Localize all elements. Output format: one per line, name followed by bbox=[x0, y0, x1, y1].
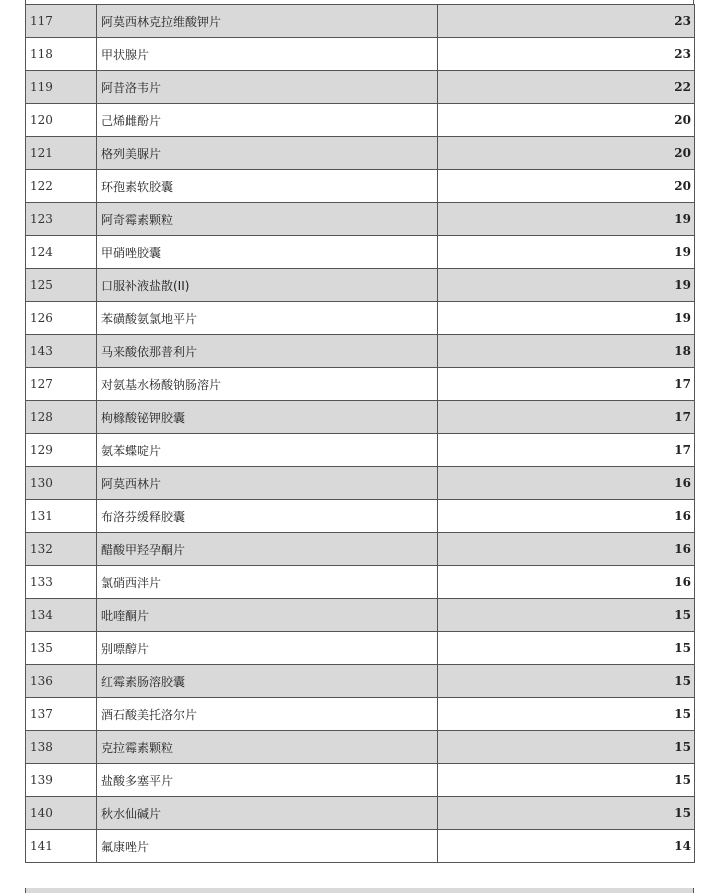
table-row bbox=[26, 401, 695, 434]
table-row bbox=[26, 533, 695, 566]
row-id-cell: 123 bbox=[26, 203, 97, 236]
drug-name-cell: 对氨基水杨酸钠肠溶片 bbox=[97, 368, 438, 401]
drug-name-cell: 酒石酸美托洛尔片 bbox=[97, 698, 438, 731]
table-row bbox=[26, 764, 695, 797]
count-cell: 15 bbox=[438, 797, 695, 830]
drug-name-cell: 阿奇霉素颗粒 bbox=[97, 203, 438, 236]
row-id-cell: 122 bbox=[26, 170, 97, 203]
row-id-cell: 126 bbox=[26, 302, 97, 335]
count-cell: 17 bbox=[438, 434, 695, 467]
row-id-cell: 137 bbox=[26, 698, 97, 731]
row-id-cell: 120 bbox=[26, 104, 97, 137]
row-id-cell: 133 bbox=[26, 566, 97, 599]
drug-ranking-table-container bbox=[25, 4, 694, 863]
table-row bbox=[26, 368, 695, 401]
drug-name-cell: 醋酸甲羟孕酮片 bbox=[97, 533, 438, 566]
table-next-row-edge bbox=[25, 888, 694, 893]
count-cell: 16 bbox=[438, 533, 695, 566]
drug-name-cell: 口服补液盐散(II) bbox=[97, 269, 438, 302]
drug-name-cell: 克拉霉素颗粒 bbox=[97, 731, 438, 764]
drug-name-cell: 布洛芬缓释胶囊 bbox=[97, 500, 438, 533]
count-cell: 15 bbox=[438, 632, 695, 665]
row-id-cell: 127 bbox=[26, 368, 97, 401]
count-cell: 17 bbox=[438, 368, 695, 401]
row-id-cell: 130 bbox=[26, 467, 97, 500]
table-row bbox=[26, 566, 695, 599]
drug-name-cell: 马来酸依那普利片 bbox=[97, 335, 438, 368]
drug-name-cell: 吡喹酮片 bbox=[97, 599, 438, 632]
row-id-cell: 124 bbox=[26, 236, 97, 269]
count-cell: 18 bbox=[438, 335, 695, 368]
table-row bbox=[26, 797, 695, 830]
table-row bbox=[26, 335, 695, 368]
drug-name-cell: 苯磺酸氨氯地平片 bbox=[97, 302, 438, 335]
row-id-cell: 121 bbox=[26, 137, 97, 170]
table-row bbox=[26, 632, 695, 665]
count-cell: 19 bbox=[438, 203, 695, 236]
drug-name-cell: 甲状腺片 bbox=[97, 38, 438, 71]
count-cell: 19 bbox=[438, 269, 695, 302]
count-cell: 20 bbox=[438, 170, 695, 203]
table-row bbox=[26, 698, 695, 731]
drug-name-cell: 秋水仙碱片 bbox=[97, 797, 438, 830]
drug-name-cell: 阿莫西林片 bbox=[97, 467, 438, 500]
drug-name-cell: 格列美脲片 bbox=[97, 137, 438, 170]
row-id-cell: 136 bbox=[26, 665, 97, 698]
row-id-cell: 140 bbox=[26, 797, 97, 830]
table-row bbox=[26, 71, 695, 104]
count-cell: 20 bbox=[438, 104, 695, 137]
table-row bbox=[26, 302, 695, 335]
table-row bbox=[26, 38, 695, 71]
table-row bbox=[26, 236, 695, 269]
row-id-cell: 143 bbox=[26, 335, 97, 368]
table-row bbox=[26, 203, 695, 236]
table-body bbox=[26, 5, 695, 863]
table-row bbox=[26, 467, 695, 500]
table-row bbox=[26, 434, 695, 467]
drug-name-cell: 环孢素软胶囊 bbox=[97, 170, 438, 203]
count-cell: 22 bbox=[438, 71, 695, 104]
table-row bbox=[26, 170, 695, 203]
drug-name-cell: 氟康唑片 bbox=[97, 830, 438, 863]
row-id-cell: 129 bbox=[26, 434, 97, 467]
count-cell: 15 bbox=[438, 665, 695, 698]
row-id-cell: 132 bbox=[26, 533, 97, 566]
drug-name-cell: 氨苯蝶啶片 bbox=[97, 434, 438, 467]
count-cell: 15 bbox=[438, 764, 695, 797]
row-id-cell: 134 bbox=[26, 599, 97, 632]
drug-name-cell: 别嘌醇片 bbox=[97, 632, 438, 665]
row-id-cell: 135 bbox=[26, 632, 97, 665]
row-id-cell: 139 bbox=[26, 764, 97, 797]
table-row bbox=[26, 599, 695, 632]
count-cell: 20 bbox=[438, 137, 695, 170]
table-row bbox=[26, 137, 695, 170]
count-cell: 14 bbox=[438, 830, 695, 863]
drug-name-cell: 阿莫西林克拉维酸钾片 bbox=[97, 5, 438, 38]
drug-ranking-table bbox=[25, 4, 695, 863]
table-row bbox=[26, 731, 695, 764]
row-id-cell: 119 bbox=[26, 71, 97, 104]
count-cell: 16 bbox=[438, 566, 695, 599]
row-id-cell: 138 bbox=[26, 731, 97, 764]
count-cell: 15 bbox=[438, 599, 695, 632]
drug-name-cell: 氯硝西泮片 bbox=[97, 566, 438, 599]
row-id-cell: 131 bbox=[26, 500, 97, 533]
table-row bbox=[26, 830, 695, 863]
count-cell: 19 bbox=[438, 236, 695, 269]
count-cell: 19 bbox=[438, 302, 695, 335]
count-cell: 16 bbox=[438, 500, 695, 533]
table-row bbox=[26, 269, 695, 302]
row-id-cell: 118 bbox=[26, 38, 97, 71]
row-id-cell: 128 bbox=[26, 401, 97, 434]
count-cell: 17 bbox=[438, 401, 695, 434]
count-cell: 16 bbox=[438, 467, 695, 500]
count-cell: 23 bbox=[438, 38, 695, 71]
drug-name-cell: 阿昔洛韦片 bbox=[97, 71, 438, 104]
table-row bbox=[26, 5, 695, 38]
row-id-cell: 117 bbox=[26, 5, 97, 38]
drug-name-cell: 己烯雌酚片 bbox=[97, 104, 438, 137]
row-id-cell: 125 bbox=[26, 269, 97, 302]
count-cell: 23 bbox=[438, 5, 695, 38]
drug-name-cell: 甲硝唑胶囊 bbox=[97, 236, 438, 269]
drug-name-cell: 盐酸多塞平片 bbox=[97, 764, 438, 797]
table-row bbox=[26, 500, 695, 533]
drug-name-cell: 红霉素肠溶胶囊 bbox=[97, 665, 438, 698]
drug-name-cell: 枸橼酸铋钾胶囊 bbox=[97, 401, 438, 434]
table-row bbox=[26, 665, 695, 698]
count-cell: 15 bbox=[438, 698, 695, 731]
table-row bbox=[26, 104, 695, 137]
row-id-cell: 141 bbox=[26, 830, 97, 863]
count-cell: 15 bbox=[438, 731, 695, 764]
